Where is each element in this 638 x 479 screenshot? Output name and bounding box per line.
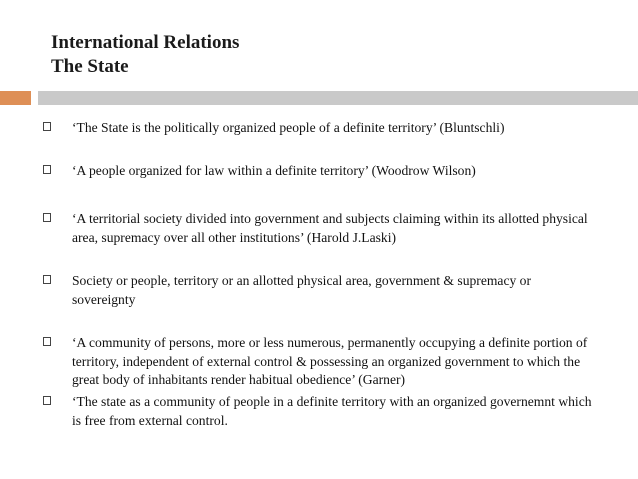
bullet-text: ‘A people organized for law within a definite territory’ (Woodrow Wilson): [72, 163, 476, 178]
bullet-text: ‘The State is the politically organized people of a definite territory’ (Bluntschli): [72, 120, 505, 135]
slide-title: [51, 31, 239, 79]
slide-title-line-2: The State: [51, 56, 129, 77]
square-bullet-icon: [43, 165, 51, 174]
square-bullet-icon: [43, 337, 51, 346]
title-divider-accent: [0, 91, 31, 105]
square-bullet-icon: [43, 213, 51, 222]
title-divider-bar: [38, 91, 638, 105]
bullet-text: ‘The state as a community of people in a definite territory with an organized governemnt which is free from external control.: [72, 394, 592, 428]
bullet-text: ‘A territorial society divided into government and subjects claiming within its allotted physical area, supremacy over all other institutions’ (Harold J.Laski): [72, 211, 588, 245]
square-bullet-icon: [43, 275, 51, 284]
bullet-text: ‘A community of persons, more or less numerous, permanently occupying a definite portion of territory, independent of external control & possessing an organized government to which the great body of inhabitants render habitual obedience’ (Garner): [72, 335, 588, 387]
slide-title-line-1: International Relations: [51, 32, 240, 53]
square-bullet-icon: [43, 122, 51, 131]
square-bullet-icon: [43, 396, 51, 405]
bullet-text: Society or people, territory or an allotted physical area, government & supremacy or sovereignty: [72, 273, 532, 307]
